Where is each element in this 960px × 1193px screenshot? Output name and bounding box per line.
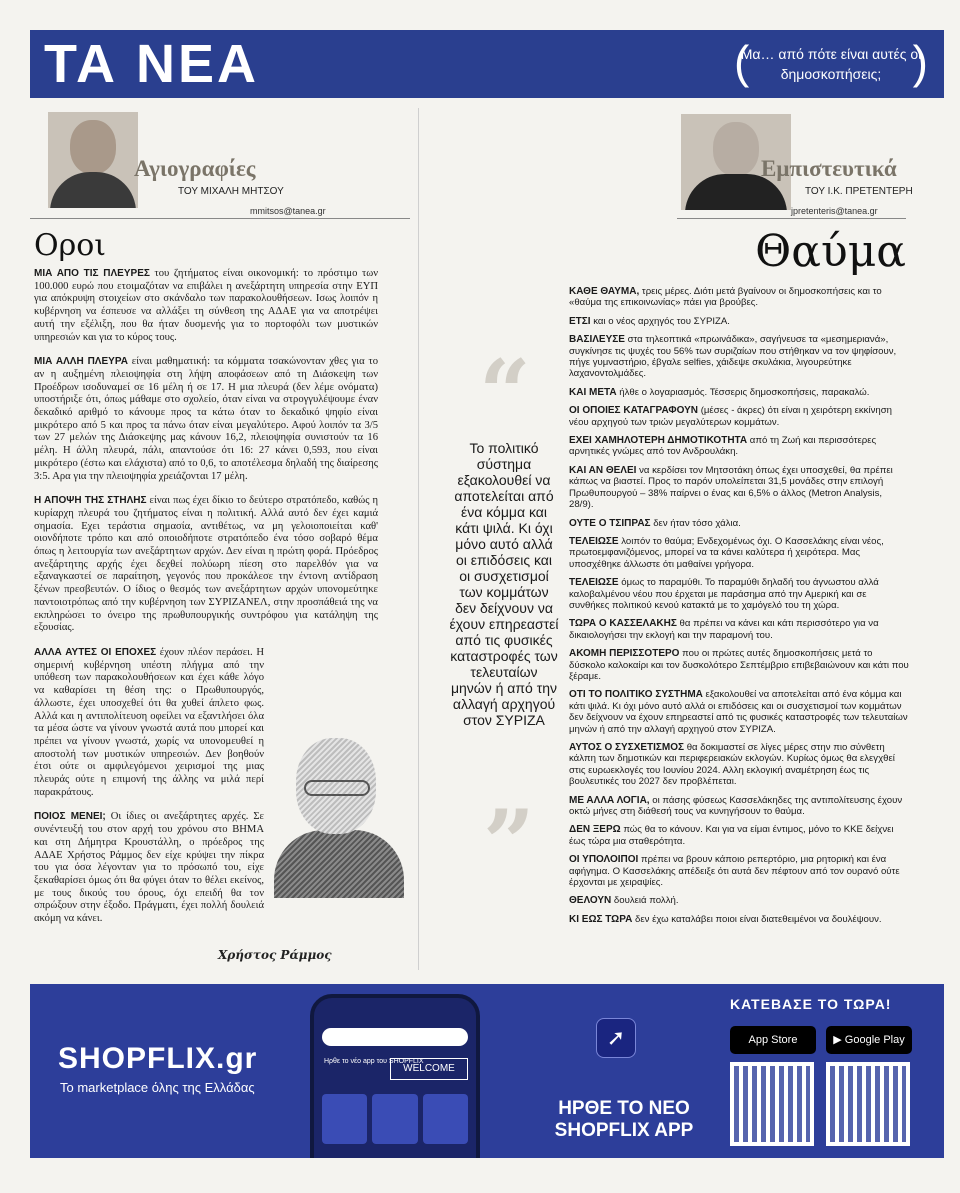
divider bbox=[30, 218, 410, 219]
paragraph-text: από τη Ζωή και περισσότερες αρνητικές γνώμες από τον Ανδρουλάκη. bbox=[569, 435, 877, 458]
newspaper-logo: ΤΑ ΝΕΑ bbox=[44, 34, 259, 94]
quote-close-icon: ” bbox=[483, 790, 535, 896]
download-label: ΚΑΤΕΒΑΣΕ ΤΟ ΤΩΡΑ! bbox=[730, 996, 892, 1012]
paragraph-lead: ΤΕΛΕΙΩΣΕ bbox=[569, 577, 619, 589]
paragraph-text: όμως το παραμύθι. Το παραμύθι δηλαδή του άγνωστου αλλά καλοβαλμένου νέου που έρχεται με παράσημα από την Αμερική και σε συνθήκες πολιτικού κενού κατακτά με το χαμόγελό του τη χώρα. bbox=[569, 577, 879, 611]
author-email: mmitsos@tanea.gr bbox=[250, 206, 326, 216]
phone-title: Ηρθε το νέο app του SHOPFLIX bbox=[324, 1058, 424, 1065]
paragraph-text: ήλθε ο λογαριασμός. Τέσσερις δημοσκοπήσεις, παρακαλώ. bbox=[616, 386, 870, 398]
paragraph-lead: ΚΑΘΕ ΘΑΥΜΑ, bbox=[569, 286, 640, 297]
paragraph-text: οι πάσης φύσεως Κασσελάκηδες της αντιπολίτευσης έχουν οκτώ μήνες στη διάθεσή τους να κυνηγήσουν το θαύμα. bbox=[569, 794, 903, 818]
paragraph-lead: ΤΕΛΕΙΩΣΕ bbox=[569, 535, 619, 547]
app-store-label: App Store bbox=[748, 1034, 798, 1046]
portrait-illustration bbox=[274, 718, 404, 898]
paragraph-lead: ΜΕ ΑΛΛΑ ΛΟΓΙΑ, bbox=[569, 794, 650, 806]
paragraph bbox=[569, 286, 909, 309]
paragraph-lead: ΘΕΛΟΥΝ bbox=[569, 895, 612, 907]
author-photo bbox=[48, 112, 138, 208]
paragraph-lead: ΜΙΑ ΑΠΟ ΤΙΣ ΠΛΕΥΡΕΣ bbox=[34, 268, 150, 279]
author-name: ΤΟΥ Ι.Κ. ΠΡΕΤΕΝΤΕΡΗ bbox=[805, 186, 913, 197]
right-bracket-icon: ) bbox=[912, 36, 928, 88]
paragraph-lead: ΕΧΕΙ ΧΑΜΗΛΟΤΕΡΗ ΔΗΜΟΤΙΚΟΤΗΤΑ bbox=[569, 435, 748, 447]
ad-brand-subtitle: Το marketplace όλης της Ελλάδας bbox=[60, 1080, 255, 1095]
product-tiles bbox=[322, 1094, 468, 1144]
paragraph-lead: ΟΤΙ ΤΟ ΠΟΛΙΤΙΚΟ ΣΥΣΤΗΜΑ bbox=[569, 689, 703, 701]
paragraph-text: Οι ίδιες οι ανεξάρτητες αρχές. Σε συνέντευξή του στον αρχή του χρόνου στο ΒΗΜΑ και στη Δήμητρα Κρουστάλλη, ο πρόεδρος της ΑΔΑΕ Χρήστος Ράμμος δεν είχε κρύψει την πίκρα του για όσα λέγονταν για το πρόσωπό του, είχε ξεκαθαρίσει όμως ότι θα φύγει όταν το θέλει εκείνος, με τους δικούς του όρους, όχι επειδή θα τον σπρώξουν στην έξοδο. Πράγματι, έχει πολλή δουλειά ακόμη να κάνει. bbox=[34, 811, 264, 925]
paragraph-lead: ΟΙ ΟΠΟΙΕΣ ΚΑΤΑΓΡΑΦΟΥΝ bbox=[569, 405, 699, 417]
paragraph-text: δεν ήταν τόσο χάλια. bbox=[650, 517, 741, 529]
phone-mockup bbox=[310, 994, 480, 1158]
section-name: Αγιογραφίες bbox=[134, 156, 256, 181]
cursor-app-icon: ➚ bbox=[596, 1018, 636, 1058]
paragraph bbox=[569, 689, 909, 735]
paragraph bbox=[569, 742, 909, 788]
paragraph bbox=[34, 356, 378, 483]
paragraph bbox=[569, 536, 909, 570]
paragraph-text: λοιπόν το θαύμα; Ενδεχομένως όχι. Ο Κασσελάκης είναι νέος, πρωτοεμφανιζόμενος, μπορεί να τα κάνει καλύτερα ή χειρότερα. Μας υποσχέθηκε άλλωστε ότι μαθαίνει γρήγορα. bbox=[569, 535, 884, 570]
paragraph-text: πρέπει να βρουν κάποιο ρεπερτόριο, μια ρητορική και ένα αφήγημα. Ο Κασσελάκης απέδειξε ότι αυτά δεν πέφτουν από τον ουρανό ούτε έρχονται με χειραψίες. bbox=[569, 854, 900, 889]
paragraph bbox=[569, 914, 909, 925]
paragraph-lead: ΚΑΙ ΑΝ ΘΕΛΕΙ bbox=[569, 464, 637, 476]
paragraph bbox=[34, 268, 378, 344]
paragraph-text: που οι πρώτες αυτές δημοσκοπήσεις μετά το δύσκολο καλοκαίρι και τον δυσκολότερο Σεπτέμβριο επιβεβαιώνουν και κάτι που ξέραμε. bbox=[569, 648, 909, 682]
search-bar-icon bbox=[322, 1028, 468, 1046]
paragraph bbox=[569, 824, 909, 847]
byline bbox=[30, 108, 410, 218]
article-body bbox=[569, 286, 909, 932]
paragraph-lead: ΑΛΛΑ ΑΥΤΕΣ ΟΙ ΕΠΟΧΕΣ bbox=[34, 646, 157, 658]
qr-code-icon[interactable] bbox=[826, 1062, 910, 1146]
column-agiografies bbox=[30, 108, 410, 970]
paragraph-text: και ο νέος αρχηγός του ΣΥΡΙΖΑ. bbox=[590, 315, 730, 327]
divider bbox=[677, 218, 906, 219]
paragraph-text: είναι μαθηματική: τα κόμματα τσακώνονταν χθες για το αν η αυξημένη πλειοψηφία στη λήψη αποφάσεων από τη Διάσκεψη των Προέδρων ισοδυναμεί σε 16 μέλη ή σε 17. Η μια πλευρά (δεν λέμε ονόματα) υποστήριξε ότι, όπως μάθαμε στο σχολείο, όταν είναι να στρογγυλέψουμε έναν δεκαδικό αριθμό το κάνουμε προς τα κάτω όταν το δεκαδικό ψηφίο είναι μικρότερο από 5 και προς τα πάνω όταν είναι μεγαλύτερο. Αφού λοιπόν τα 3/5 των 27 μελών της Διάσκεψης μας κάνουν 16,2, πλειοψηφία συνιστούν τα 16 μέλη. Η άλλη πλευρά, πάλι, απαντούσε ότι 16: 27 κάνει 0,593, που είναι μικρότερο (έστω και ελάχιστα) από το 0,6, το αποτέλεσμα δηλαδή της διαίρεσης 3:5. Αρα για την πλειοψηφία χρειάζονται 17 μέλη. bbox=[34, 356, 378, 482]
paragraph bbox=[34, 647, 264, 799]
paragraph-text: πώς θα το κάνουν. Και για να είμαι έντιμος, μόνο το ΚΚΕ δείχνει έως τώρα μια σταθερότητα. bbox=[569, 824, 894, 847]
paragraph bbox=[569, 465, 909, 511]
paragraph-text: (μέσες - άκρες) ότι είναι η χειρότερη εκκίνηση νέου αρχηγού των τριών μεγαλύτερων κομμάτων. bbox=[569, 405, 892, 428]
app-store-button[interactable] bbox=[730, 1026, 816, 1054]
paragraph bbox=[569, 387, 909, 398]
paragraph-text: εξακολουθεί να αποτελείται από ένα κόμμα και κάτι ψιλά. Κι όχι μόνο αυτό αλλά οι επιδόσεις και οι συσχετισμοί των κομμάτων δεν δείχνουν να έχουν επηρεαστεί από τις φυσικές καταστροφές των τελευταίων μηνών ή από την αλλαγή αρχηγού στον ΣΥΡΙΖΑ. bbox=[569, 689, 908, 735]
pull-quote: Το πολιτικό σύστημα εξακολουθεί να αποτελείται από ένα κόμμα και κάτι ψιλά. Κι όχι μόνο αυτό αλλά οι επιδόσεις και οι συσχετισμοί των κομμάτων δεν δείχνουν να έχουν επηρεαστεί από τις φυσικές καταστροφές των τελευταίων μηνών ή από την αλλαγή αρχηγού στον ΣΥΡΙΖΑ bbox=[449, 440, 559, 728]
headline: Θαύμα bbox=[755, 226, 906, 277]
masthead-teaser bbox=[734, 36, 928, 89]
paragraph-lead: ΔΕΝ ΞΕΡΩ bbox=[569, 824, 621, 836]
left-bracket-icon: ( bbox=[734, 36, 750, 88]
paragraph bbox=[569, 854, 909, 888]
paragraph bbox=[569, 405, 909, 428]
paragraph-text: έχουν πλέον περάσει. Η σημερινή κυβέρνηση υπέστη πλήγμα από την υπόθεση των παρακολουθήσεων και έχει κάθε λόγο να καθαρίσει τη θέση της: ο Πρωθυπουργός, άλλωστε, έχει υποσχεθεί ότι θα χυθεί άπλετο φως. Αλλά και η αντιπολίτευση οφείλει να εξαντλήσει όλα τα μέσα ώστε να γίνουν γνωστά αυτά που μπορεί και πρέπει να γίνουν γνωστά, χωρίς να υπονομευθεί η αποστολή των μυστικών υπηρεσιών. Δεν βοηθούν έτσι ούτε οι αμφιλεγόμενοι χειρισμοί της μιας πλευράς ούτε η επιμονή της άλλης να μιλά περί παρακράτους. bbox=[34, 646, 264, 798]
play-icon: ▶ bbox=[833, 1034, 842, 1046]
ad-call-to-action: ΗΡΘΕ ΤΟ ΝΕΟ SHOPFLIX APP bbox=[554, 1098, 694, 1141]
section-name: Εμπιστευτικά bbox=[761, 156, 897, 181]
paragraph-lead: ΟΥΤΕ Ο ΤΣΙΠΡΑΣ bbox=[569, 517, 651, 529]
google-play-label: Google Play bbox=[844, 1034, 905, 1046]
paragraph-lead: ΤΩΡΑ Ο ΚΑΣΣΕΛΑΚΗΣ bbox=[569, 618, 677, 630]
portrait-caption: Χρήστος Ράμμος bbox=[218, 948, 332, 962]
paragraph bbox=[569, 518, 909, 529]
paragraph-text: στα τηλεοπτικά «πρωινάδικα», σαγήνευσε τα «μεσημεριανά», συγκίνησε τις ψυχές του 56% των συριζαίων που στήθηκαν να τον ψηφίσουν, πήγε γυμναστήριο, έβγαλε selfies, χάιδεψε σκυλάκια, λιγουρεύτηκε λαχανοντολμάδες. bbox=[569, 334, 897, 380]
paragraph-text: θα πρέπει να κάνει και κάτι περισσότερο για να δικαιολογήσει την εκλογή και την παραμονή του. bbox=[569, 618, 879, 641]
paragraph-lead: Η ΑΠΟΨΗ ΤΗΣ ΣΤΗΛΗΣ bbox=[34, 495, 147, 507]
paragraph bbox=[34, 811, 264, 925]
paragraph-lead: ΜΙΑ ΑΛΛΗ ΠΛΕΥΡΑ bbox=[34, 356, 128, 368]
paragraph-text: δουλειά πολλή. bbox=[611, 895, 679, 907]
headline: Οροι bbox=[34, 228, 107, 263]
qr-code-icon[interactable] bbox=[730, 1062, 814, 1146]
paragraph-text: θα δοκιμαστεί σε λίγες μέρες στην πιο σύνθετη κάλπη των δημοτικών και περιφερειακών εκλογών. Κυρίως όμως θα ελεγχθεί στις ευρωεκλογές του Ιουνίου 2024. Αλλη εκλογική αναμέτρηση έως τις βουλευτικές του 2027 δεν προβλέπεται. bbox=[569, 742, 895, 788]
teaser-text: Μα… από πότε είναι αυτές οι δημοσκοπήσεις; bbox=[740, 46, 922, 82]
paragraph bbox=[569, 648, 909, 682]
byline bbox=[419, 108, 944, 218]
paragraph-text: δεν έχω καταλάβει ποιοι είναι διατεθειμένοι να δουλέψουν. bbox=[632, 913, 882, 925]
paragraph bbox=[569, 895, 909, 906]
paragraph-lead: ΑΚΟΜΗ ΠΕΡΙΣΣΟΤΕΡΟ bbox=[569, 648, 680, 660]
paragraph bbox=[569, 577, 909, 611]
paragraph bbox=[569, 316, 909, 327]
paragraph-lead: ΠΟΙΟΣ ΜΕΝΕΙ; bbox=[34, 811, 106, 823]
paragraph-text: τρεις μέρες. Διότι μετά βγαίνουν οι δημοσκοπήσεις και το «θαύμα της επικοινωνίας» πάει για βρούβες. bbox=[569, 286, 882, 309]
author-name: ΤΟΥ ΜΙΧΑΛΗ ΜΗΤΣΟΥ bbox=[178, 186, 284, 197]
paragraph-lead: ΚΙ ΕΩΣ ΤΩΡΑ bbox=[569, 913, 633, 925]
paragraph bbox=[34, 495, 378, 635]
paragraph-text: του ζητήματος είναι οικονομική: το πρόστιμο των 100.000 ευρώ που ετοιμαζόταν να επιβάλει η ανεξάρτητη υπηρεσία στην ΕΥΠ για απόκρυψη στοιχείων στο σκάνδαλο των παρακολουθήσεων. Ισως λοιπόν η κυβέρνηση να έσπευσε να αλλάξει τη σύνθεση της ΑΔΑΕ για να αποτρέψει αυτή την εξέλιξη, που θα ήταν δυσμενής για το πορτοφόλι των μυστικών υπηρεσιών και για το κύρος τους. bbox=[34, 268, 378, 343]
ad-brand: SHOPFLIX.gr bbox=[58, 1042, 258, 1075]
shopflix-advertisement[interactable] bbox=[30, 984, 944, 1158]
author-email: jpretenteris@tanea.gr bbox=[791, 206, 878, 216]
paragraph bbox=[569, 435, 909, 458]
column-empisteutika bbox=[418, 108, 944, 970]
paragraph bbox=[569, 618, 909, 641]
welcome-banner: WELCOME bbox=[390, 1058, 468, 1080]
paragraph-lead: ΑΥΤΟΣ Ο ΣΥΣΧΕΤΙΣΜΟΣ bbox=[569, 742, 685, 753]
quote-open-icon: “ bbox=[479, 340, 531, 446]
paragraph-lead: ΕΤΣΙ bbox=[569, 315, 591, 327]
paragraph bbox=[569, 795, 909, 818]
paragraph-lead: ΚΑΙ ΜΕΤΑ bbox=[569, 386, 617, 398]
paragraph-lead: ΟΙ ΥΠΟΛΟΙΠΟΙ bbox=[569, 854, 639, 866]
paragraph bbox=[569, 334, 909, 380]
google-play-button[interactable] bbox=[826, 1026, 912, 1054]
paragraph-lead: ΒΑΣΙΛΕΥΣΕ bbox=[569, 334, 625, 346]
paragraph-text: να κερδίσει τον Μητσοτάκη όπως έχει υποσχεθεί, θα πρέπει κάπως να βιαστεί. Προς το παρόν υπολείπεται 31,5 μονάδες στην επιλογή Πρωθυπουργού – 38% παίρνει ο ένας και 6,5% ο άλλος (Metron Analysis, 28/9). bbox=[569, 464, 893, 511]
masthead bbox=[30, 30, 944, 98]
paragraph-text: είναι πως έχει δίκιο το δεύτερο στρατόπεδο, καθώς η κυρίαρχη πλευρά του ζητήματος είναι η πολιτική. Αλλά αυτό δεν έχει καμιά σημασία. Εχει τεράστια σημασία, αντιθέτως, να μη γελοιοποιείται καθ' οιονδήποτε τρόπο και από οποιοδήποτε στρατόπεδο ένα τόσο σοβαρό θέμα όπως η λειτουργία των ανεξάρτητων αρχών. Δεν είναι η πρώτη φορά. Πρόεδρος ανεξάρτητης αρχής έχει δεχθεί πολύωρη πίεση στο παρελθόν για να εξαναγκαστεί σε παραίτηση, γεγονός που προκάλεσε την έντονη αντίδραση ξένων πρεσβευτών. Ο ίδιος ο θεσμός των ανεξάρτητων αρχών υπονομεύτηκε παντοιοτρόπως από την κυβέρνηση των ΣΥΡΙΖΑΝΕΛ, στην προσπάθειά της να εκπληρώσει το όνειρο της πρωθυπουργικής συντρόφου για κατάληψη της εξουσίας. bbox=[34, 495, 378, 634]
